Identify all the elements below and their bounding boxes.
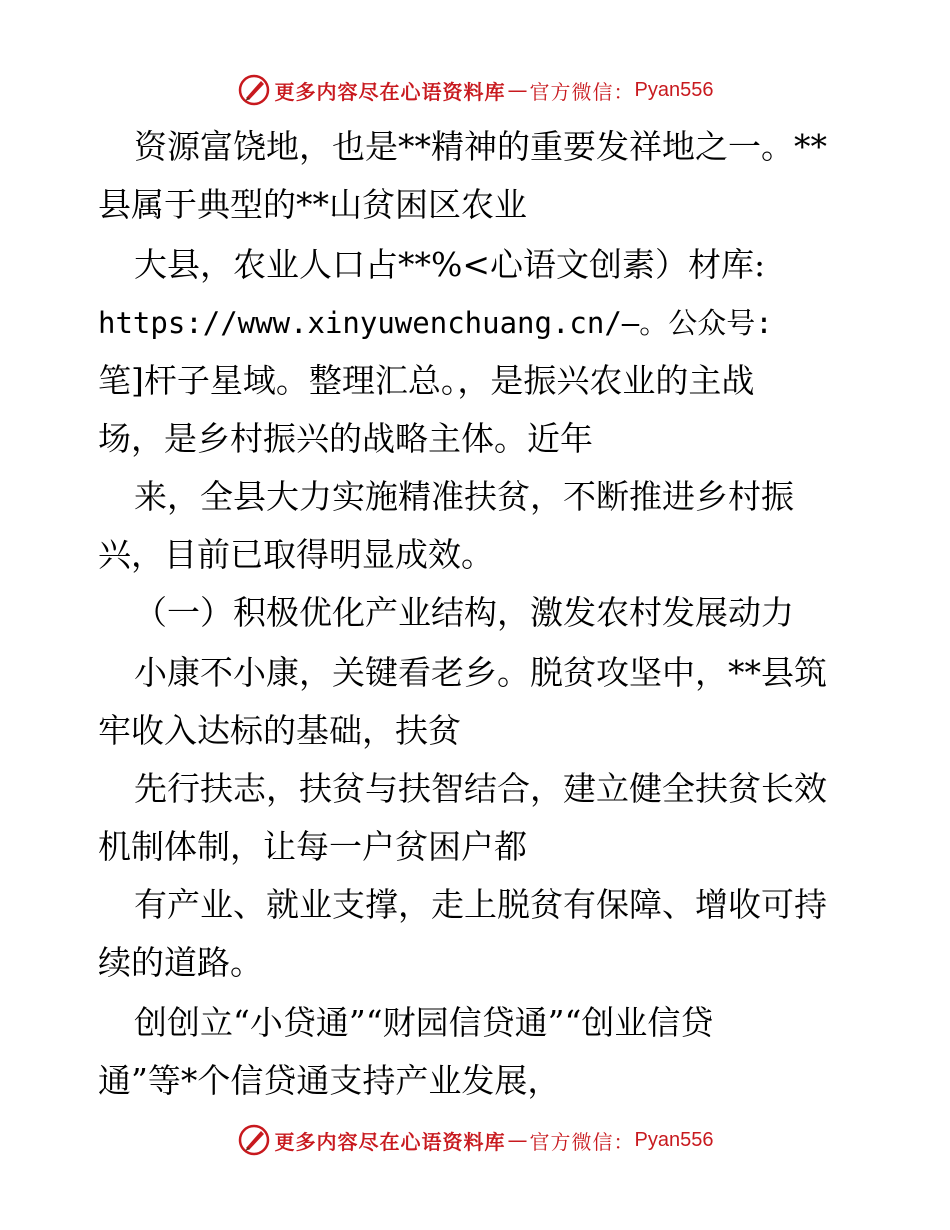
- body-line-4-url: https://www.xinyuwenchuang.cn/—。公众号:: [98, 306, 773, 340]
- body-line-14: 有产业、就业支撑，走上脱贫有保障、增收可持: [134, 885, 827, 924]
- body-line-17: 通”等*个信贷通支持产业发展，: [98, 1061, 561, 1100]
- body-line-11: 牢收入达标的基础，扶贫: [98, 711, 461, 750]
- watermark-text: 更多内容尽在心语资料库: [274, 79, 506, 104]
- body-line-3: 大县，农业人口占**%<心语文创素）材库:: [134, 245, 766, 284]
- body-line-5: 笔]杆子星域。整理汇总。，是振兴农业的主战: [98, 361, 755, 400]
- body-line-2: 县属于典型的**山贫困区农业: [98, 185, 527, 224]
- header-watermark: [0, 70, 950, 110]
- body-line-8: 兴，目前已取得明显成效。: [98, 535, 494, 574]
- watermark-wechat-id: Pyan556: [634, 78, 714, 101]
- watermark-separator: —: [507, 78, 528, 102]
- body-line-7: 来，全县大力实施精准扶贫，不断推进乡村振: [134, 477, 794, 516]
- body-line-16: 创创立“小贷通”“财园信贷通”“创业信贷: [134, 1003, 714, 1042]
- watermark-wechat-label: 官方微信：: [529, 1129, 635, 1154]
- footer-watermark: [0, 1120, 950, 1160]
- body-line-1: 资源富饶地，也是**精神的重要发祥地之一。**: [134, 127, 827, 166]
- quill-logo-icon: [237, 1123, 271, 1157]
- watermark-separator: —: [507, 1128, 528, 1152]
- section-heading: （一）积极优化产业结构，激发农村发展动力: [134, 593, 794, 632]
- body-line-12: 先行扶志，扶贫与扶智结合，建立健全扶贫长效: [134, 769, 827, 808]
- watermark-wechat-label: 官方微信：: [529, 79, 635, 104]
- quill-logo-icon: [237, 73, 271, 107]
- body-line-15: 续的道路。: [98, 943, 263, 982]
- body-line-6: 场，是乡村振兴的战略主体。近年: [98, 419, 593, 458]
- watermark-wechat-id: Pyan556: [634, 1128, 714, 1151]
- watermark-text: 更多内容尽在心语资料库: [274, 1129, 506, 1154]
- body-line-10: 小康不小康，关键看老乡。脱贫攻坚中，**县筑: [134, 653, 827, 692]
- body-line-13: 机制体制，让每一户贫困户都: [98, 827, 527, 866]
